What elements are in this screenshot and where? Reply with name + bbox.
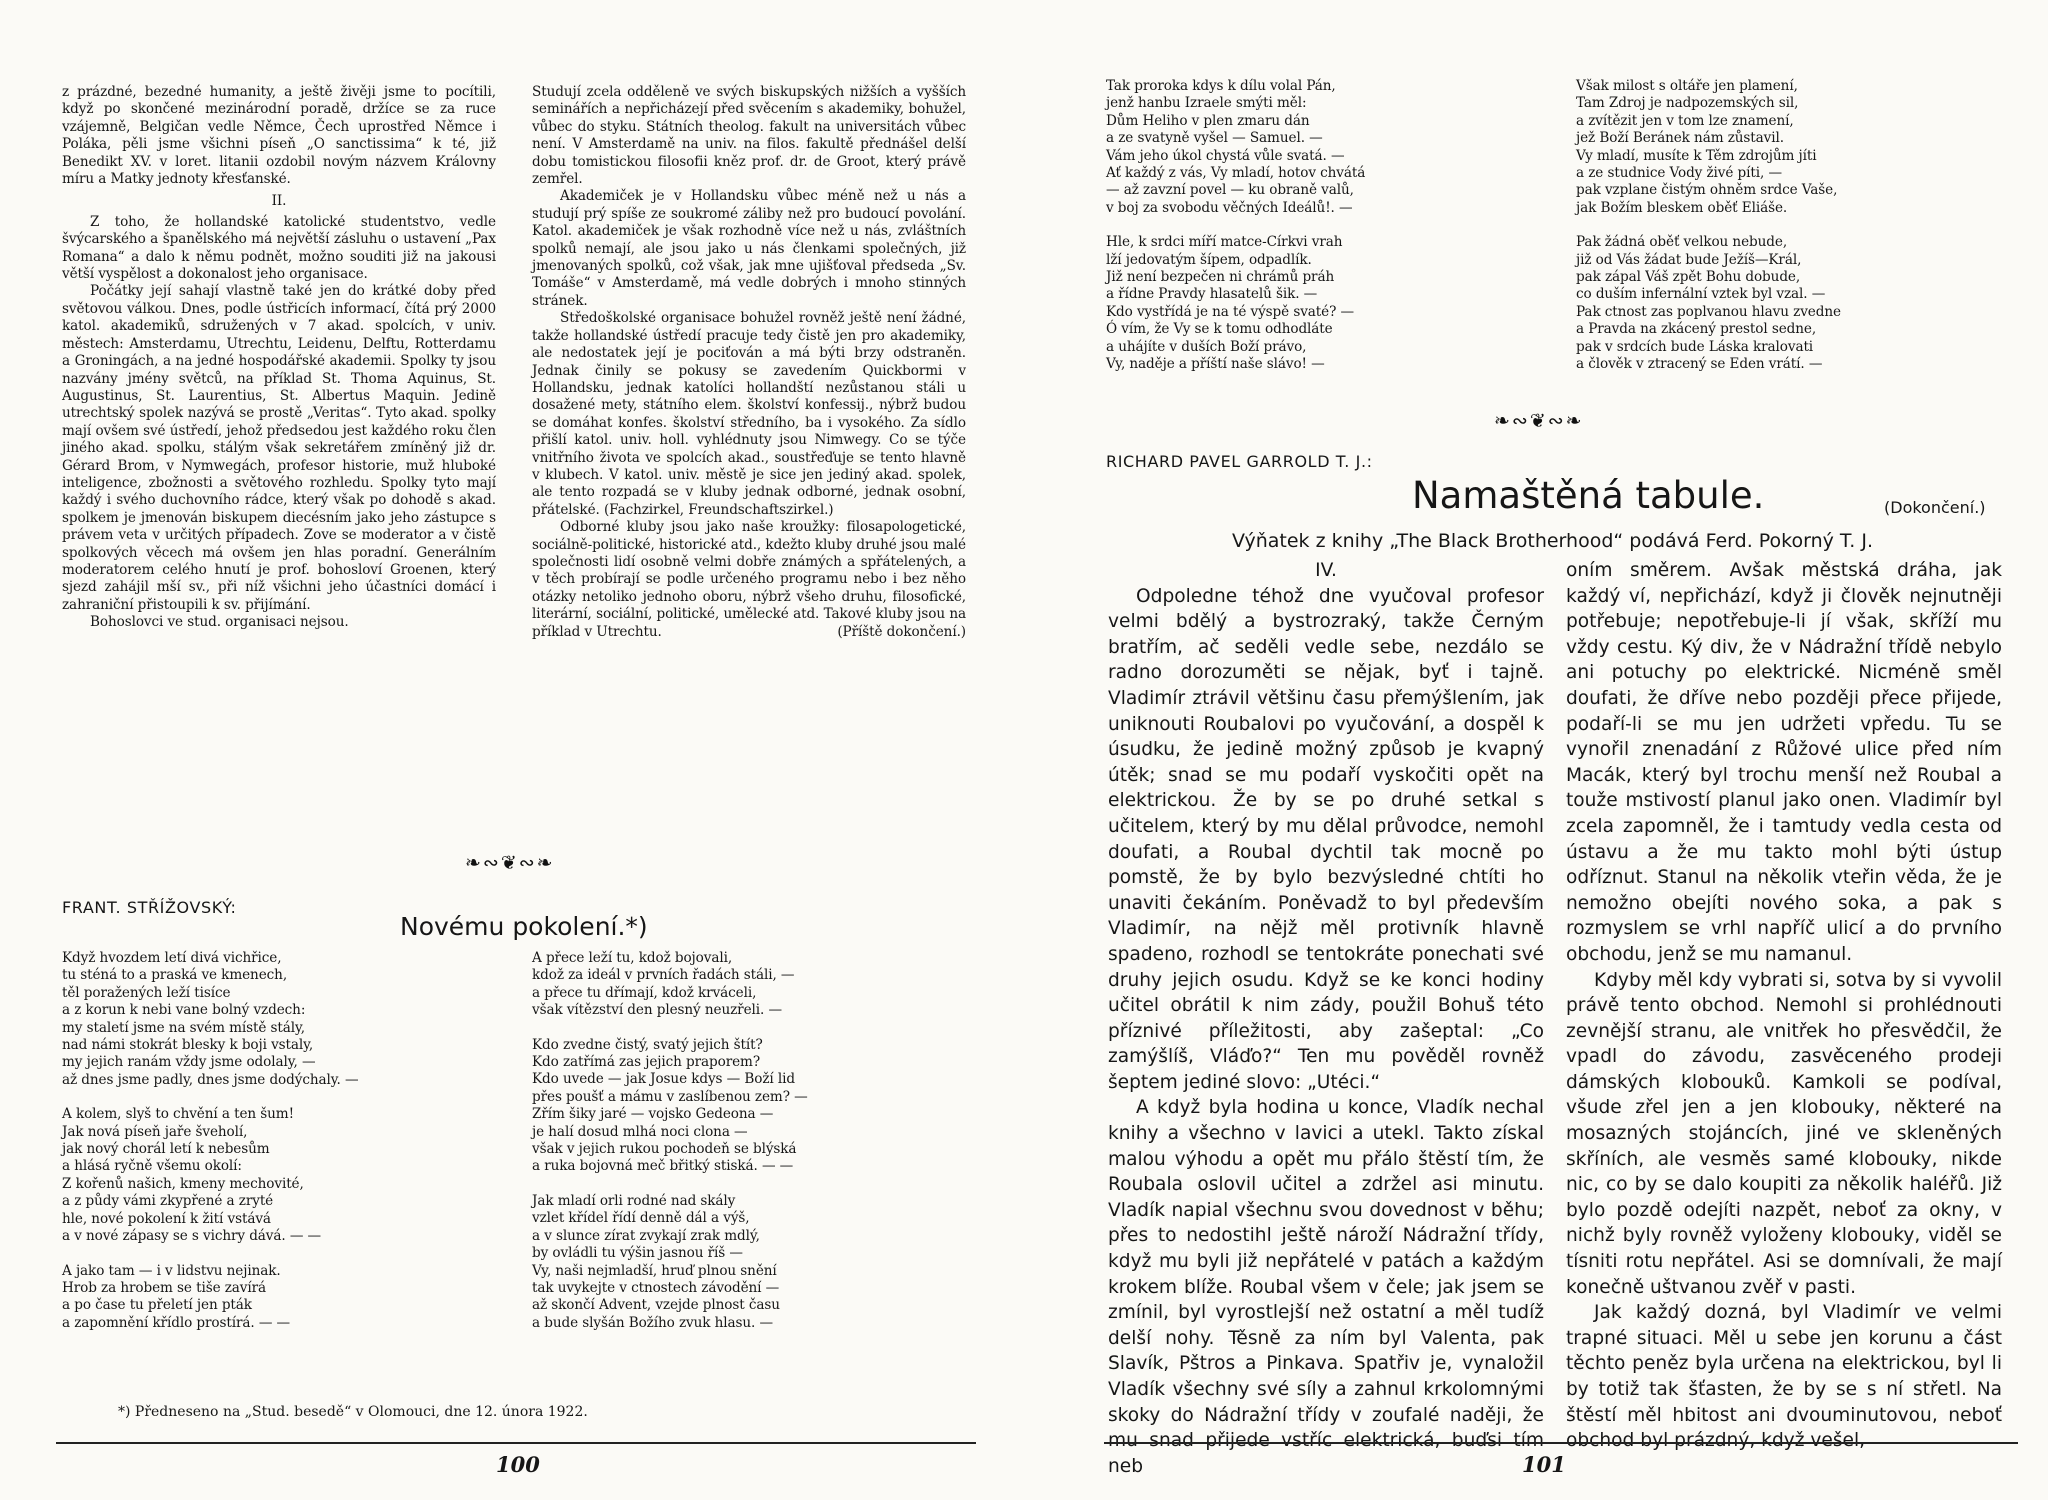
right-poem-col-1 (1106, 78, 1546, 374)
right-page (1024, 0, 2048, 1500)
stanza: A jako tam — i v lidstvu nejinak. Hrob za hrobem se tiše zavírá a po čase tu přeletí jen pták a zapomnění křídlo prostírá. — — (62, 1262, 291, 1331)
stanza: A přece leží tu, kdož bojovali, kdož za ideál v prvních řadách stáli, — a přece tu dřímají, kdož krváceli, však vítězství den plesný neuzřeli. — (532, 950, 795, 1019)
paragraph: Akademiček je v Hollandsku vůbec méně než u nás a studují prý spíše ze soukromé záliby než pro budoucí povolání. Katol. akademiček je však rozhodně více než u nás, zvláštních spolků nemají, ale jsou jako u nás členkami společných, již jmenovaných spolků, což však, jak mne ujišťoval předseda „Sv. Tomáše“ v Amsterdamě, má vedle dobrých i mnoho stinných stránek. (532, 188, 966, 309)
right-poem-col-2 (1576, 78, 2016, 374)
footnote: *) Předneseno na „Stud. besedě“ v Olomouci, dne 12. února 1922. (118, 1404, 588, 1420)
stanza: A kolem, slyš to chvění a ten šum! Jak nová píseň jaře šveholí, jak nový chorál letí k nebesům a hlásá ryčně všemu okolí: Z kořenů našich, kmeny mechovité, a z půdy vámi zkypřené a zryté hle, nové pokolení k žití vstává a v nové zápasy se s vichry dává. — — (62, 1106, 322, 1245)
poem-col-2 (532, 950, 1002, 1332)
left-col-1 (62, 84, 496, 632)
left-col-2 (532, 84, 966, 641)
article-author: RICHARD PAVEL GARROLD T. J.: (1106, 452, 1373, 471)
article-title: Namaštěná tabule. (1412, 474, 1765, 517)
paragraph: z prázdné, bezedné humanity, a ještě živěji jsme to pocítili, když po skončené mezinárodní poradě, držíce se za ruce vzájemně, Belgičan vedle Němce, Čech uprostřed Němce i Poláka, pěli jsme všichni píseň „O sanctissima“ k té, již Benedikt XV. v loret. litanii ozdobil novým názvem Královny míru a Matky jednoty křesťanské. (62, 84, 496, 188)
article-col-1 (1108, 558, 1544, 1479)
to-be-continued: (Příště dokončení.) (837, 623, 966, 640)
poem-col-1 (62, 950, 532, 1332)
paragraph: Počátky její sahají vlastně také jen do krátké doby před světovou válkou. Dnes, podle ústřicích informací, čítá prý 2000 katol. akademiků, sdružených v 7 akad. spolcích, v univ. městech: Amsterdamu, Utrechtu, Leidenu, Delftu, Rotterdamu a Groningách, a na jedné hospodářské akademii. Spolky ty jsou nazvány jmény světců, na příklad St. Thoma Aquinus, St. Augustinus, St. Laurentius, St. Albertus Maquin. Jedině utrechtský spolek nazývá se prostě „Veritas“. Tyto akad. spolky mají ovšem své ústředí, jehož předsedou jest každého roku člen jiného akad. spolku, stálým však sekretářem zmíněný již dr. Gérard Brom, v Nymwegách, profesor historie, muž hluboké inteligence, zbožnosti a světového rozhledu. Spolky tyto mají každý i svého duchovního rádce, který však po dohodě s akad. spolkem je jmenován biskupem diecésním jako jeho zástupce s právem veta v určitých případech. Zove se moderator a v čistě spolkových věcech má ovšem jen hlas poradní. Generálním moderatorem celého hnutí je prof. bohosloví Groenen, který sjezd zahájil mší sv., při níž všichni jeho účastníci domácí i zahraniční přistoupili k sv. přijímání. (62, 283, 496, 613)
paragraph: A když byla hodina u konce, Vladík nechal knihy a všechno v lavici a utekl. Takto získal malou výhodu a opět mu přálo štěstí tím, že Roubala oslovil učitel a zdržel asi minutu. Vladík napial všechnu svou dovednost v běhu; přes to nedostihl ještě nároží Nádražní třídy, když mu byli již nepřátelé v patách a každým krokem blíže. Roubal všem v čele; jak jsem se zmínil, byl vyrostlejší než ostatní a měl tudíž delší nohy. Těsně za ním byl Valenta, pak Slavík, Pštros a Pinkava. Spatřiv je, vynaložil Vladík všechny své síly a zahnul krkolomnými skoky do Nádražní třídy v zoufalé naději, že mu snad přijede vstříc elektrická, buďsi tím neb (1108, 1097, 1544, 1477)
stanza: Pak žádná oběť velkou nebude, již od Vás žádat bude Ježíš—Král, pak zápal Váš zpět Bohu dobude, co duším infernální vztek byl vzal. — Pak ctnost zas poplvanou hlavu zvedne a Pravda na zkácený prestol sedne, pak v srdcích bude Láska kralovati a člověk v ztracený se Eden vrátí. — (1576, 234, 1841, 373)
stanza: Však milost s oltáře jen plamení, Tam Zdroj je nadpozemských sil, a zvítězit jen v tom lze znamení, jež Boží Beránek nám zůstavil. Vy mladí, musíte k Těm zdrojům jíti a ze studnice Vody živé píti, — pak vzplane čistým ohněm srdce Vaše, jak Božím bleskem oběť Eliáše. (1576, 78, 1838, 216)
article-subtitle: Výňatek z knihy „The Black Brotherhood“ podává Ferd. Pokorný T. J. (1232, 530, 1873, 552)
section-heading: II. (271, 193, 287, 210)
stanza: Jak mladí orli rodné nad skály vzlet křídel řídí denně dál a výš, a v slunce zírat zvykají zrak mdlý, by ovládli tu výšin jasnou říš — Vy, naši nejmladší, hruď plnou snění tak uvykejte v ctnostech závodění — až skončí Advent, vzejde plnost času a bude slyšán Božího zvuk hlasu. — (532, 1192, 780, 1331)
stanza: Hle, k srdci míří matce-Církvi vrah lží jedovatým šípem, odpadlík. Již není bezpečen ni chrámů práh a řídne Pravdy hlasatelů šik. — Kdo vystřídá je na té výspě svaté? — Ó vím, že Vy se k tomu odhodláte a uhájíte v duších Boží právo, Vy, naděje a příští naše slávo! — (1106, 234, 1354, 373)
paragraph: Kdyby měl kdy vybrati si, sotva by si vyvolil právě tento obchod. Nemohl si prohlédnouti zevnější stranu, ale vnitřek ho přesvědčil, že vpadl do závodu, zasvěceného prodeji dámských klobouků. Kamkoli se podíval, všude zřel jen a jen klobouky, některé na mosazných stojáncích, jiné ve skleněných skříních, ale vesměs samé klobouky, nikde nic, co by se dalo koupiti za několik haléřů. Již bylo pozdě odejíti nazpět, neboť za okny, v nichž byly rovněž vyloženy klobouky, viděl se tísniti rotu nepřátel. Asi se domnívali, že mají konečně uštvanou zvěř v pasti. (1566, 969, 2002, 1298)
bottom-rule (1104, 1442, 2018, 1444)
page-number: 101 (1522, 1452, 1566, 1477)
poem-author: FRANT. STŘÍŽOVSKÝ: (62, 898, 237, 917)
paragraph: Bohoslovci ve stud. organisaci nejsou. (90, 614, 349, 631)
stanza: Tak proroka kdys k dílu volal Pán, jenž hanbu Izraele smýti měl: Dům Heliho v plen zmaru dán a ze svatyně vyšel — Samuel. — Vám jeho úkol chystá vůle svatá. — Ať každý z vás, Vy mladí, hotov chvátá — až zavzní povel — ku obraně valů, v boj za svobodu věčných Ideálů!. — (1106, 78, 1366, 216)
article-col-2 (1566, 558, 2002, 1454)
paragraph: oním směrem. Avšak městská dráha, jak každý ví, nepřichází, když ji člověk nejnutněji potřebuje; nepotřebuje-li jí však, skříží mu vždy cestu. Ký div, že v Nádražní třídě nebylo ani potuchy po elektrické. Nicméně směl doufati, že dříve nebo později přece přijede, podaří-li se mu jen udržeti vpředu. Tu se vynořil znenadání z Růžové ulice před ním Macák, který byl trochu menší než Roubal a touže mstivostí planul jako onen. Vladimír byl zcela zapomněl, že i tamtudy vedla cesta od ústavu a že mu takto mohl býti ústup odříznut. Stanul na několik vteřin věda, že je nemožno obejíti nového soka, a pak s rozmyslem se vrhl napříč ulicí a do prvního obchodu, jenž se mu namanul. (1566, 560, 2002, 965)
stanza: Když hvozdem letí divá vichřice, tu sténá to a praská ve kmenech, těl poražených leží tisíce a z korun k nebi vane bolný vzdech: my staletí jsme na svém místě stály, nad námi stokrát blesky k boji vstaly, my jejich ranám vždy jsme odolaly, — až dnes jsme padly, dnes jsme dodýchaly. — (62, 950, 359, 1088)
paragraph (532, 519, 966, 641)
paragraph-text: Odborné kluby jsou jako naše kroužky: filosapologetické, sociálně-politické, historické atd., kdežto kluby druhé jsou malé společnosti lidí osobně velmi dobře známých a spřátelených, a v těch probírají se podle určeného programu nebo i bez něho otázky netoliko jednoho oboru, nýbrž všeho druhu, filosofické, literární, sociální, politické, umělecké atd. Takové kluby jsou na příklad v Utrechtu. (532, 519, 966, 640)
paragraph: Z toho, že hollandské katolické studentstvo, vedle švýcarského a španělského má největší zásluhu o ustavení „Pax Romana“ a dalo k němu podnět, možno souditi již na jakousi větší vyspělost a dokonalost jeho organisace. (62, 213, 496, 283)
section-heading: IV. (1315, 560, 1337, 581)
bottom-rule (56, 1442, 976, 1444)
poem-title: Novému pokolení.*) (400, 912, 648, 941)
page-number: 100 (496, 1452, 540, 1477)
ornament-divider: ❧∾❦∾❧ (465, 852, 555, 874)
paragraph: Odpoledne téhož dne vyučoval profesor velmi bdělý a bystrozraký, takže Černým bratřím, ač seděli vedle sebe, nezdálo se radno dorozuměti se nějak, byť i tajně. Vladimír ztrávil většinu času přemýšlením, jak uniknouti Roubalovi po vyučování, a dospěl k úsudku, že jedině možný způsob je kvapný útěk; snad se mu podaří vyskočiti opět na elektrickou. Že by se po druhé setkal s učitelem, který by mu dělal průvodce, nemohl doufati, a Roubal dychtil tak mocně po pomstě, že by bylo bezvýsledné chtíti ho unaviti čekáním. Poněvadž to byl především Vladimír, na nějž měl protivník hlavně spadeno, rozhodl se tentokráte ponechati své druhy jejich osudu. Když se ke konci hodiny učitel obrátil k nim zády, použil Bohuš této příznivé příležitosti, aby zašeptal: „Co zamýšlíš, Vláďo?“ Ten mu pověděl rovněž šeptem jediné slovo: „Utéci.“ (1108, 585, 1544, 1093)
ornament-divider: ❧∾❦∾❧ (1494, 410, 1584, 432)
paragraph: Středoškolské organisace bohužel rovněž ještě není žádné, takže hollandské ústředí pracuje tedy čistě jen pro akademiky, ale nedostatek její je pociťován a má býti brzy odstraněn. Jednak činily se pokusy se zavedením Quickbormi v Hollandsku, jednak katolíci hollandští nezůstanou stáli u dosažené mety, státního elem. školství konfessij., nýbrž budou se domáhat konfes. školství středního, ba i vysokého. Za sídlo přišlí katol. univ. holl. vyhlédnuty jsou Nimwegy. Co se týče vnitřního života ve spolcích akad., soustřeďuje se tento hlavně v klubech. V katol. univ. městě je sice jen jediný akad. spolek, ale tento rozpadá se v kluby jednak odborné, jednak osobní, přátelské. (Fachzirkel, Freundschaftszirkel.) (532, 310, 966, 518)
article-note: (Dokončení.) (1884, 498, 1986, 517)
stanza: Kdo zvedne čistý, svatý jejich štít? Kdo zatřímá zas jejich praporem? Kdo uvede — jak Josue kdys — Boží lid přes poušť a mámu v zaslíbenou zem? — Zřím šiky jaré — vojsko Gedeona — je halí dosud mlhá noci clona — však v jejich rukou pochodeň se blýská a ruka bojovná meč břitký stiská. — — (532, 1036, 808, 1175)
paragraph: Jak každý dozná, byl Vladimír ve velmi trapné situaci. Měl u sebe jen korunu a část těchto peněz byla určena na elektrickou, byl li by totiž tak šťasten, že by se s ní střetl. Na štěstí měl hbitost ani dvouminutovou, neboť obchod byl prázdný, když vešel, (1566, 1302, 2002, 1452)
paragraph: Studují zcela odděleně ve svých biskupských nižších a vyšších seminářích a nepřicházejí před svěcením s akademiky, bohužel, vůbec do styku. Státních theolog. fakult na universitách vůbec není. V Amsterdamě na univ. na filos. fakultě přednášel delší dobu tomistickou filosofii kněz prof. dr. de Groot, který právě zemřel. (532, 84, 966, 188)
